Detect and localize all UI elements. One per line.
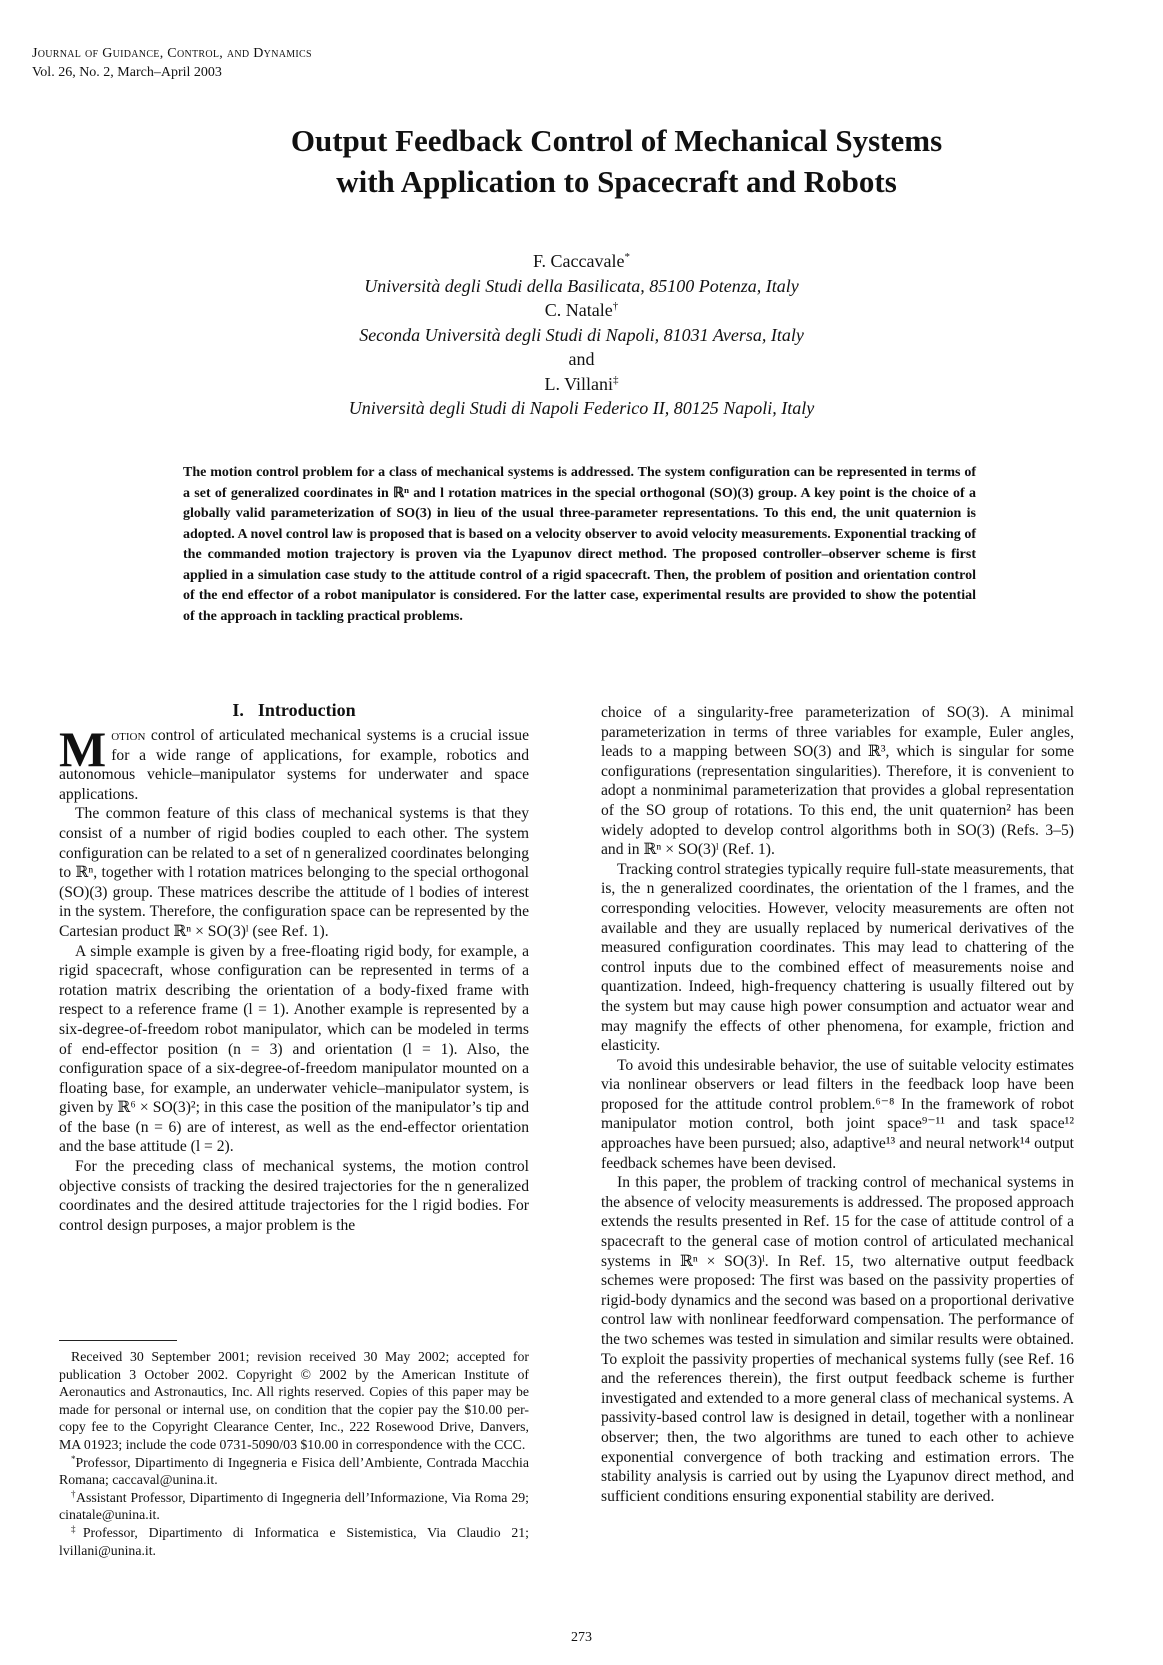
abstract: The motion control problem for a class of mechanical systems is addressed. The system configuration can be represented in terms of a set of generalized coordinates in ℝⁿ and l rotation matrices in the special orthogonal (SO)(3) group. A key point is the choice of a globally valid parameterization of SO(3) in lieu of the usual three-parameter representations. To this end, the unit quaternion is adopted. A novel control law is proposed that is based on a velocity observer to avoid velocity measurements. Exponential tracking of the commanded motion trajectory is proven via the Lyapunov direct method. The proposed controller–observer scheme is first applied in a simulation case study to the attitude control of a rigid spacecraft. Then, the problem of position and orientation control of the end effector of a robot manipulator is considered. For the latter case, experimental results are provided to show the potential of the approach in tackling practical problems. (183, 465, 976, 624)
intro-lead-word: otion (111, 727, 146, 744)
right-column (601, 703, 1074, 1506)
right-paragraph-2: Tracking control strategies typically require full-state measurements, that is, the n generalized coordinates, the orientation of the l frames, and the corresponding velocities. However, velocity measurements are often not available and they are usually replaced by numerical derivatives of the measured configuration coordinates. This may lead to chattering of the control inputs due to the combined effect of measurements noise and quantization. Indeed, high-frequency chattering is usually filtered out by the system but may cause high power consumption and actuator wear and may magnify the effects of other phenomena, for example, friction and elasticity. (601, 860, 1074, 1055)
footnote-rule (59, 1340, 177, 1341)
section-number: I. (232, 700, 244, 720)
intro-paragraph-2: The common feature of this class of mechanical systems is that they consist of a number of rigid bodies coupled to each other. The system configuration can be related to a set of n generalized coordinates belonging to ℝⁿ, together with l rotation matrices belonging to the special orthogonal (SO)(3) group. These matrices describe the attitude of l bodies of interest in the system. Therefore, the configuration space can be represented by the Cartesian product ℝⁿ × SO(3)ˡ (see Ref. 1). (59, 805, 529, 940)
footnote-2-mark: † (71, 1488, 77, 1499)
page-number: 273 (571, 1630, 592, 1645)
footnote-2 (59, 1489, 529, 1524)
author-1-name: F. Caccavale (532, 251, 625, 271)
author-3 (0, 372, 1163, 397)
right-paragraph-1: choice of a singularity-free parameterization of SO(3). A minimal parameterization in terms of three variables for example, Euler angles, leads to a mapping between SO(3) and ℝ³, which is singular for some configurations (representation singularities). Therefore, it is convenient to adopt a nonminimal parameterization that provides a global representation of the SO group of rotations. To this end, the unit quaternion² has been widely adopted to develop control algorithms both in SO(3) (Refs. 3–5) and in ℝⁿ × SO(3)ˡ (Ref. 1). (601, 704, 1074, 859)
footnote-1-text: Professor, Dipartimento di Ingegneria e Fisica dell’Ambiente, Contrada Macchia Romana; caccaval@unina.it. (59, 1454, 529, 1488)
section-title: Introduction (257, 700, 356, 720)
journal-name: Journal of Guidance, Control, and Dynamics (32, 46, 312, 61)
author-3-name: L. Villani (544, 373, 614, 394)
footnote-3-mark: ‡ (71, 1523, 83, 1534)
journal-volume: Vol. 26, No. 2, March–April 2003 (32, 65, 222, 80)
author-2-mark: † (612, 300, 619, 312)
author-3-affiliation: Università degli Studi di Napoli Federico II, 80125 Napoli, Italy (348, 398, 815, 418)
right-paragraph-4: In this paper, the problem of tracking control of mechanical systems in the absence of velocity measurements is addressed. The proposed approach extends the results presented in Ref. 15 for the case of attitude control of a spacecraft to the general case of motion control of articulated mechanical systems in ℝⁿ × SO(3)ˡ. In Ref. 15, two alternative output feedback schemes were proposed: The first was based on the passivity properties of rigid-body dynamics and the second was based on a proportional derivative control law with nonlinear feedforward compensation. The performance of the two schemes was tested in simulation and similar results were obtained. To exploit the passivity properties of mechanical systems fully (see Ref. 16 and the references therein), the first output feedback scheme is further investigated and extended to a more general class of mechanical systems. A passivity-based control law is designed in detail, together with a nonlinear observer; then, the two algorithms are tuned to each other to achieve exponential convergence of both tracking and estimation errors. The stability analysis is carried out by using the Lyapunov direct method, and sufficient conditions ensuring exponential stability are derived. (601, 1174, 1074, 1505)
footnote-3-text: Professor, Dipartimento di Informatica e Sistemistica, Via Claudio 21; lvillani@unina.it. (59, 1524, 530, 1558)
intro-paragraph-3: A simple example is given by a free-floating rigid body, for example, a rigid spacecraft, whose configuration can be represented in terms of a rotation matrix describing the orientation of a body-fixed frame with respect to a reference frame (l = 1). Another example is represented by a six-degree-of-freedom robot manipulator, which can be modeled in terms of end-effector position (n = 3) and orientation (l = 1). Also, the configuration space of a six-degree-of-freedom manipulator mounted on a floating base, for example, an underwater vehicle–manipulator system, is given by ℝ⁶ × SO(3)²; in this case the position of the manipulator’s tip and of the base (n = 6) are of interest, as well as the end-effector orientation and the base attitude (l = 2). (59, 942, 529, 1156)
author-2-name: C. Natale (544, 300, 613, 320)
author-2 (0, 298, 1163, 323)
section-heading (59, 700, 529, 720)
intro-paragraph-4: For the preceding class of mechanical systems, the motion control objective consists of tracking the desired trajectories for the n generalized coordinates and the desired attitude trajectories for the l rigid bodies. For control design purposes, a major problem is the (59, 1158, 529, 1234)
footnote-3 (59, 1524, 529, 1559)
intro-paragraph-1-text: control of articulated mechanical systems is a crucial issue for a wide range of applications, for example, robotics and autonomous vehicle–manipulator systems for underwater and space applications. (59, 727, 529, 803)
left-column (59, 700, 529, 1235)
author-1-mark: * (624, 251, 630, 263)
author-conjunction: and (568, 349, 595, 369)
intro-paragraph-1 (59, 721, 529, 804)
footnote-1-mark: * (71, 1453, 76, 1464)
author-2-affiliation: Seconda Università degli Studi di Napoli, 81031 Aversa, Italy (359, 324, 804, 345)
footnote-2-text: Assistant Professor, Dipartimento di Ingegneria dell’Informazione, Via Roma 29; cinatale@unina.it. (59, 1489, 530, 1523)
journal-header (32, 44, 312, 82)
author-block (0, 249, 1163, 421)
drop-cap: M (59, 721, 107, 777)
title-line-1: Output Feedback Control of Mechanical Systems (290, 123, 943, 158)
author-3-mark: ‡ (613, 373, 619, 386)
title-line-2: with Application to Spacecraft and Robots (336, 164, 897, 199)
right-paragraph-3: To avoid this undesirable behavior, the use of suitable velocity estimates via nonlinear observers or lead filters in the feedback loop have been proposed for the attitude control problem.⁶⁻⁸ In the framework of robot manipulator motion control, both joint space⁹⁻¹¹ and task space¹² approaches have been pursued; also, adaptive¹³ and neural network¹⁴ output feedback schemes have been devised. (601, 1056, 1074, 1172)
author-1 (0, 249, 1163, 274)
paper-title (100, 120, 1163, 202)
author-1-affiliation: Università degli Studi della Basilicata, 85100 Potenza, Italy (364, 275, 799, 296)
footnotes (59, 1340, 529, 1559)
footnote-1 (59, 1454, 529, 1489)
footnote-received: Received 30 September 2001; revision received 30 May 2002; accepted for publication 3 October 2002. Copyright © 2002 by the American Institute of Aeronautics and Astronautics, Inc. All rights reserved. Copies of this paper may be made for personal or internal use, on condition that the copier pay the $10.00 per-copy fee to the Copyright Clearance Center, Inc., 222 Rosewood Drive, Danvers, MA 01923; include the code 0731-5090/03 $10.00 in correspondence with the CCC. (59, 1349, 529, 1452)
